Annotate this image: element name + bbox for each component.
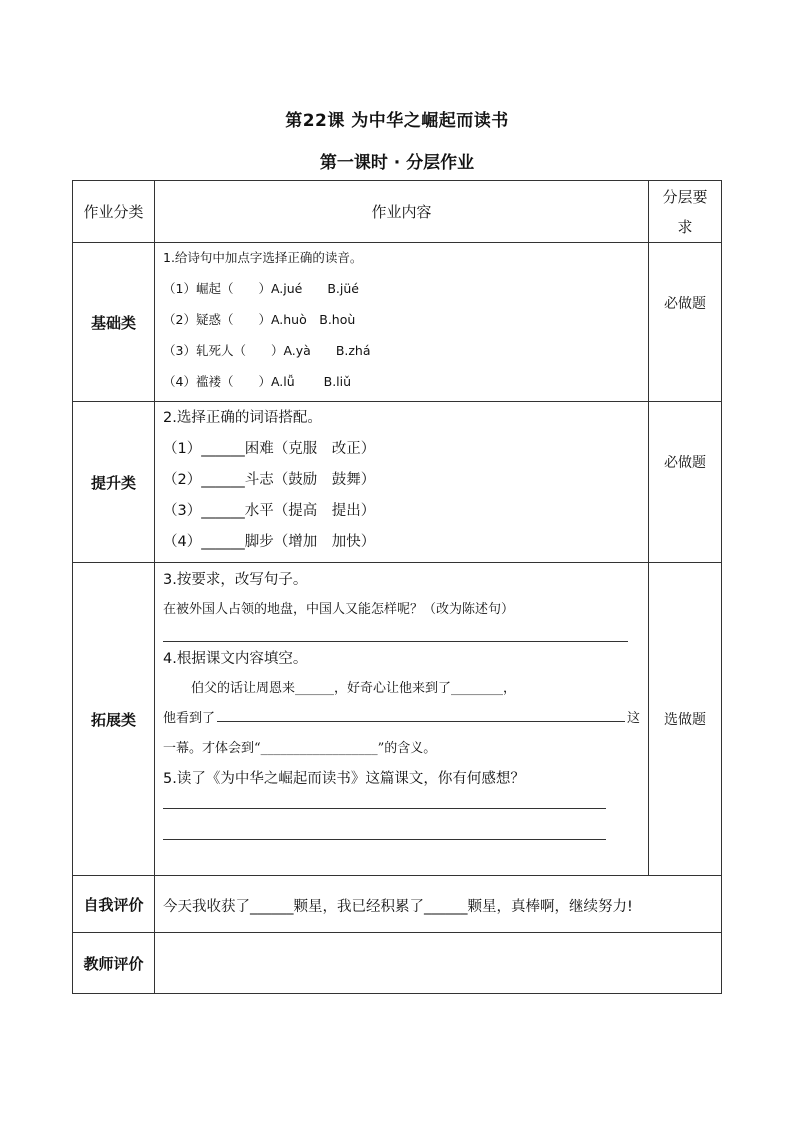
answer-line[interactable] [163,794,606,809]
question-5-title: 5.读了《为中华之崛起而读书》这篇课文，你有何感想？ [163,771,525,787]
question-2-item: （1）______困难（克服 改正） [163,441,376,457]
question-4-line: 伯父的话让周恩来______，好奇心让他来到了________， [191,681,517,696]
question-1-item: （2）疑惑（ ）A.huò B.hoù [163,312,356,327]
content-advanced [155,402,649,563]
requirement-extension: 选做题 [649,563,722,876]
teacher-evaluation-row [73,933,722,994]
category-basic: 基础类 [73,243,155,402]
question-2-item: （2）______斗志（鼓励 鼓舞） [163,472,376,488]
page-subtitle: 第一课时 · 分层作业 [319,153,475,173]
self-evaluation-text: 今天我收获了______颗星，我已经积累了______颗星，真棒啊，继续努力! [155,876,722,933]
requirement-advanced: 必做题 [649,402,722,563]
teacher-evaluation-field[interactable] [155,933,722,994]
category-extension: 拓展类 [73,563,155,876]
question-2-title: 2.选择正确的词语搭配。 [163,410,322,426]
content-extension [155,563,649,876]
table-row [73,243,722,402]
table-row [73,402,722,563]
self-evaluation-row [73,876,722,933]
question-1-item: （4）褴褛（ ）A.lǚ B.liǔ [163,374,352,389]
question-3-title: 3.按要求，改写句子。 [163,572,308,588]
question-2-item: （4）______脚步（增加 加快） [163,534,376,550]
header-content: 作业内容 [155,181,649,243]
page-title: 第22课 为中华之崛起而读书 [285,111,509,131]
question-2-item: （3）______水平（提高 提出） [163,503,376,519]
table-header-row [73,181,722,243]
answer-line[interactable] [163,627,628,642]
question-4-line [163,704,640,734]
self-evaluation-label: 自我评价 [73,876,155,933]
question-1-item: （3）轧死人（ ）A.yà B.zhá [163,343,371,358]
table-row [73,563,722,876]
content-basic [155,243,649,402]
question-4-line: 一幕。才体会到“__________________”的含义。 [163,741,437,756]
question-3-sentence: 在被外国人占领的地盘，中国人又能怎样呢？（改为陈述句） [163,602,515,617]
header-requirement: 分层要求 [649,181,722,243]
fill-blank[interactable] [217,707,625,722]
homework-table [72,180,722,994]
teacher-evaluation-label: 教师评价 [73,933,155,994]
question-4-text: 他看到了 [163,711,216,726]
answer-line[interactable] [163,809,606,840]
question-4-title: 4.根据课文内容填空。 [163,651,308,667]
question-1-item: （1）崛起（ ）A.jué B.jüé [163,281,359,296]
question-1-title: 1.给诗句中加点字选择正确的读音。 [163,250,363,265]
requirement-basic: 必做题 [649,243,722,402]
header-category: 作业分类 [73,181,155,243]
question-4-text: 这 [626,711,640,726]
category-advanced: 提升类 [73,402,155,563]
